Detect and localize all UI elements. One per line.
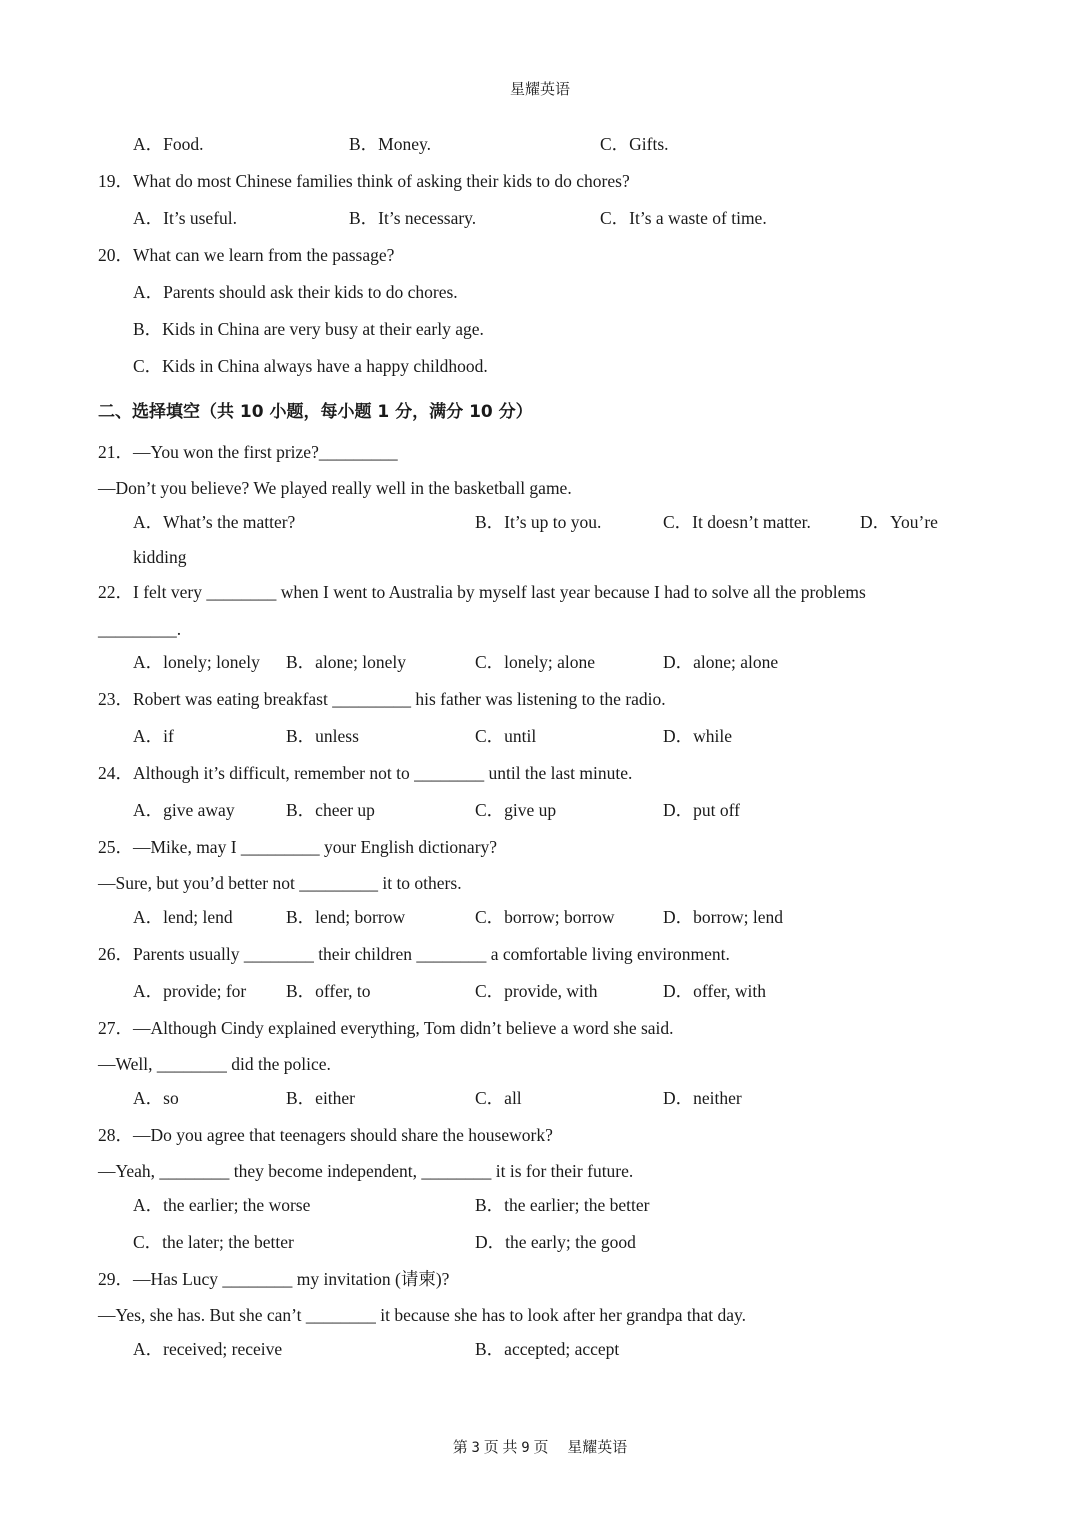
q28-option-a: A．the earlier; the worse	[133, 1195, 311, 1215]
q21-option-d: D．You’re	[860, 512, 938, 532]
q23-option-d: D．while	[663, 726, 733, 746]
footer-di: 第	[452, 1440, 468, 1456]
q29-option-a: A．received; receive	[133, 1339, 283, 1359]
q21-option-c: C．It doesn’t matter.	[663, 512, 811, 532]
q21-stem: 21．—You won the first prize?_________	[98, 442, 398, 462]
q27-option-d: D．neither	[663, 1088, 742, 1108]
footer-total-pages: 9	[521, 1440, 530, 1456]
q22-option-a: A．lonely; lonely	[133, 652, 260, 672]
q24-option-c: C．give up	[475, 800, 557, 820]
q27-option-b: B．either	[286, 1088, 356, 1108]
q18-option-c: C．Gifts.	[600, 134, 669, 154]
q20-option-c: C．Kids in China always have a happy childhood.	[133, 356, 488, 376]
q23-option-a: A．if	[133, 726, 174, 746]
q22-stem-continued: _________.	[98, 619, 182, 639]
page-header: 星耀英语	[509, 82, 570, 98]
q18-option-b: B．Money.	[349, 134, 431, 154]
q19-option-a: A．It’s useful.	[133, 208, 238, 228]
q18-option-a: A．Food.	[133, 134, 204, 154]
q20-option-a: A．Parents should ask their kids to do chores.	[133, 282, 458, 302]
section-2-title: 二、选择填空（共 10 小题，每小题 1 分，满分 10 分）	[98, 402, 533, 422]
q24-option-d: D．put off	[663, 800, 740, 820]
q25-option-b: B．lend; borrow	[286, 907, 406, 927]
q28-option-c: C．the later; the better	[133, 1232, 294, 1252]
q19-stem: 19．What do most Chinese families think of asking their kids to do chores?	[98, 171, 630, 191]
q25-option-a: A．lend; lend	[133, 907, 233, 927]
footer-ye-2: 页	[533, 1440, 549, 1456]
q29-reply: —Yes, she has. But she can’t ________ it because she has to look after her grandpa that day.	[98, 1305, 747, 1325]
q23-option-c: C．until	[475, 726, 537, 746]
q22-option-d: D．alone; alone	[663, 652, 779, 672]
q26-option-c: C．provide, with	[475, 981, 598, 1001]
q28-option-b: B．the earlier; the better	[475, 1195, 650, 1215]
q23-stem: 23．Robert was eating breakfast _________ his father was listening to the radio.	[98, 689, 666, 709]
q20-stem: 20．What can we learn from the passage?	[98, 245, 395, 265]
q29-stem: 29．—Has Lucy ________ my invitation (请柬)?	[98, 1269, 450, 1289]
q27-stem: 27．—Although Cindy explained everything, Tom didn’t believe a word she said.	[98, 1018, 674, 1038]
q19-option-b: B．It’s necessary.	[349, 208, 477, 228]
q21-option-a: A．What’s the matter?	[133, 512, 296, 532]
q25-option-c: C．borrow; borrow	[475, 907, 615, 927]
q27-option-c: C．all	[475, 1088, 522, 1108]
footer-page-number: 3	[471, 1440, 480, 1456]
q26-option-b: B．offer, to	[286, 981, 371, 1001]
q25-reply: —Sure, but you’d better not _________ it to others.	[98, 873, 462, 893]
q21-option-d-continued: kidding	[133, 547, 187, 567]
q20-option-b: B．Kids in China are very busy at their early age.	[133, 319, 484, 339]
q22-stem: 22．I felt very ________ when I went to Australia by myself last year because I had to solve all the problems	[98, 582, 866, 602]
footer-gong: 共	[502, 1440, 518, 1456]
q29-option-b: B．accepted; accept	[475, 1339, 620, 1359]
q21-reply: —Don’t you believe? We played really well in the basketball game.	[98, 478, 572, 498]
page-footer	[0, 1436, 1080, 1457]
q26-option-a: A．provide; for	[133, 981, 247, 1001]
q27-option-a: A．so	[133, 1088, 179, 1108]
q24-stem: 24．Although it’s difficult, remember not to ________ until the last minute.	[98, 763, 633, 783]
q21-option-b: B．It’s up to you.	[475, 512, 602, 532]
q22-option-c: C．lonely; alone	[475, 652, 596, 672]
q27-reply: —Well, ________ did the police.	[98, 1054, 331, 1074]
q19-option-c: C．It’s a waste of time.	[600, 208, 767, 228]
q28-option-d: D．the early; the good	[475, 1232, 636, 1252]
q23-option-b: B．unless	[286, 726, 359, 746]
footer-ye: 页	[483, 1440, 499, 1456]
q25-stem: 25．—Mike, may I _________ your English dictionary?	[98, 837, 498, 857]
q26-option-d: D．offer, with	[663, 981, 766, 1001]
q25-option-d: D．borrow; lend	[663, 907, 784, 927]
q24-option-a: A．give away	[133, 800, 235, 820]
q24-option-b: B．cheer up	[286, 800, 375, 820]
q28-reply: —Yeah, ________ they become independent, ________ it is for their future.	[98, 1161, 634, 1181]
footer-brand: 星耀英语	[567, 1440, 628, 1456]
q22-option-b: B．alone; lonely	[286, 652, 407, 672]
q28-stem: 28．—Do you agree that teenagers should share the housework?	[98, 1125, 553, 1145]
q26-stem: 26．Parents usually ________ their children ________ a comfortable living environment.	[98, 944, 730, 964]
